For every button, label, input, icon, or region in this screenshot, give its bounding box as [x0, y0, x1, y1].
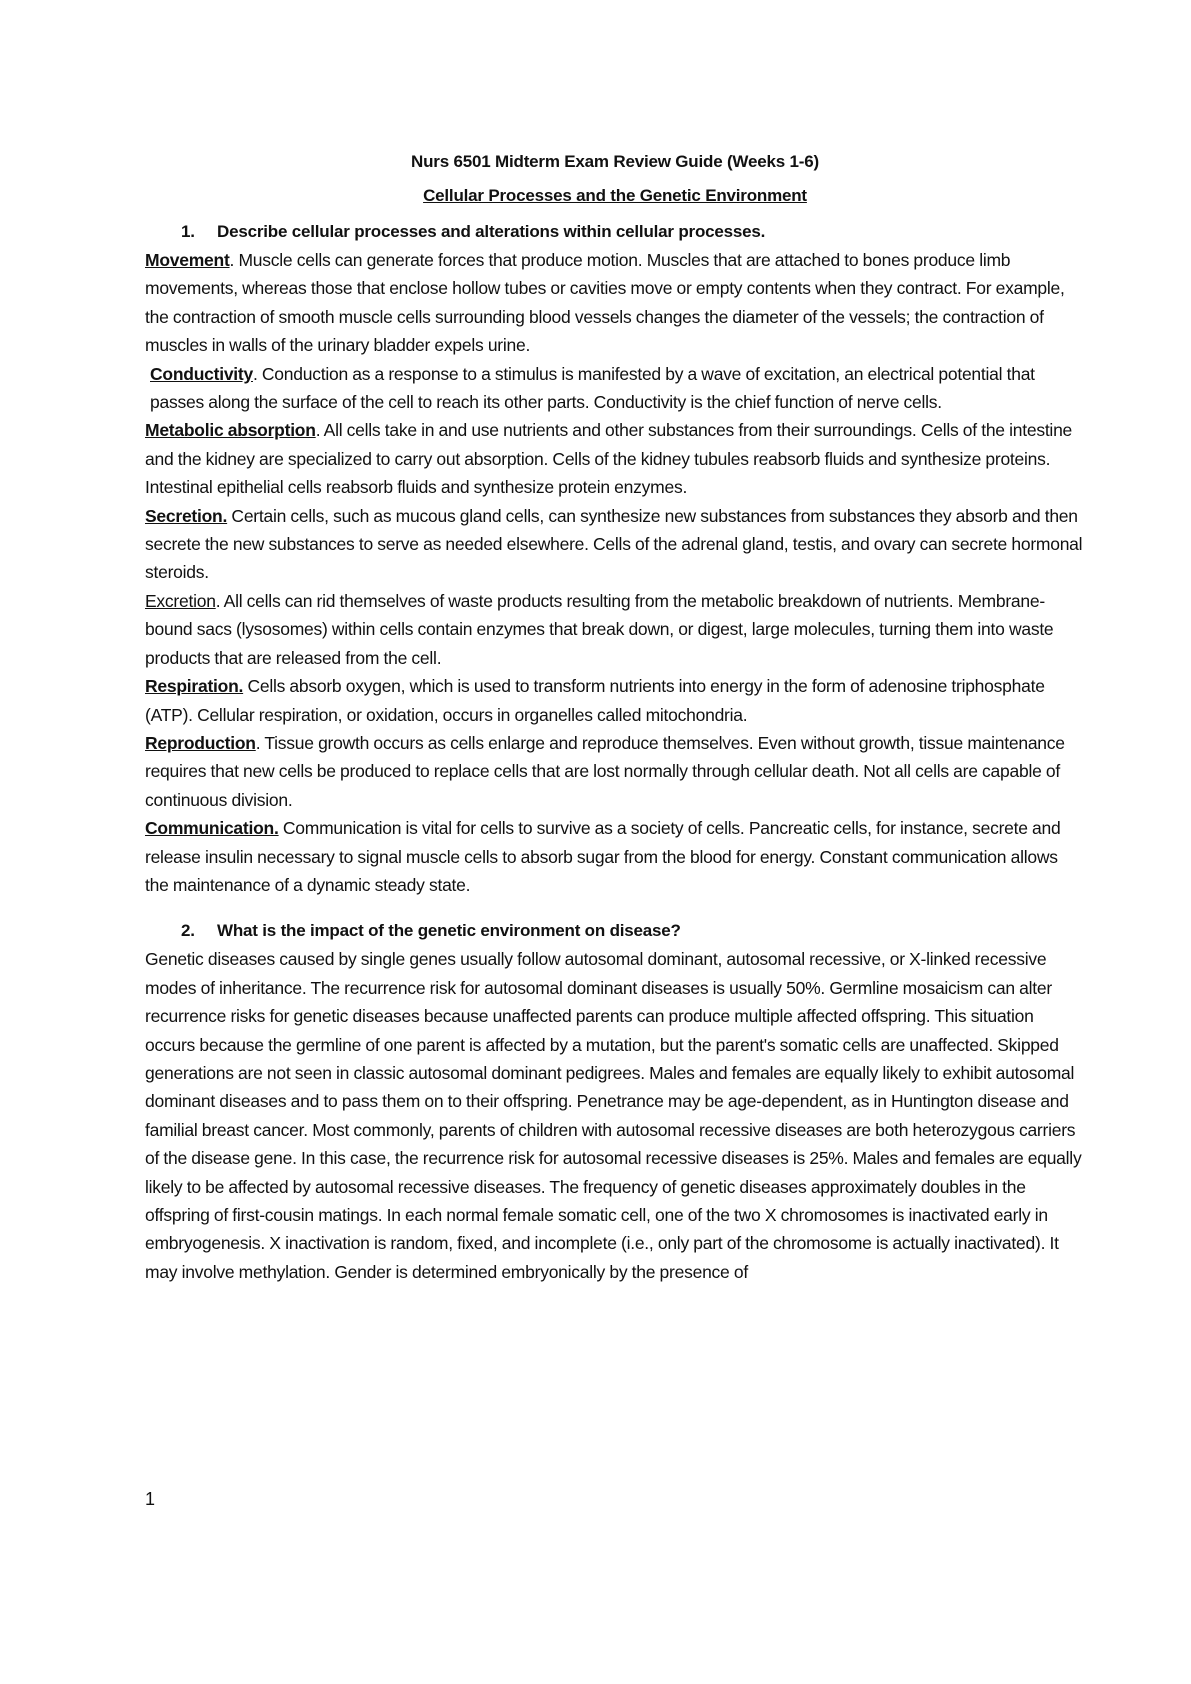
term-excretion-punct: . — [215, 590, 221, 611]
term-communication: Communication. — [145, 818, 279, 839]
term-conductivity-punct: . — [252, 363, 258, 384]
term-excretion: Excretion — [145, 590, 216, 611]
process-excretion — [145, 587, 1085, 672]
question-2-text: What is the impact of the genetic environment on disease? — [217, 921, 681, 941]
process-communication — [145, 814, 1085, 899]
term-metabolic-absorption-punct: . — [315, 420, 321, 441]
process-communication-text: Communication is vital for cells to survive as a society of cells. Pancreatic cells, for instance, secrete and release insulin necessary to signal muscle cells to absorb sugar from the blood for energy. Constant communication allows the maintenance of a dynamic steady state. — [145, 818, 1061, 895]
document-title: Nurs 6501 Midterm Exam Review Guide (Weeks 1-6) — [411, 152, 819, 171]
process-secretion-text: Certain cells, such as mucous gland cells, can synthesize new substances from substances they absorb and then secrete the new substances to serve as needed elsewhere. Cells of the adrenal gland, testis, and ovary can secrete hormonal steroids. — [145, 505, 1083, 583]
process-reproduction-text: Tissue growth occurs as cells enlarge and reproduce themselves. Even without growth, tissue maintenance requires that new cells be produced to replace cells that are lost normally through cellular death. Not all cells are capable of continuous division. — [145, 732, 1065, 810]
document-subtitle: Cellular Processes and the Genetic Environment — [423, 186, 807, 205]
document-content — [145, 148, 1085, 1286]
question-1-heading — [145, 218, 1085, 246]
process-excretion-text: All cells can rid themselves of waste products resulting from the metabolic breakdown of nutrients. Membrane-bound sacs (lysosomes) within cells contain enzymes that break down, or digest, large molecules, turning them into waste products that are released from the cell. — [145, 590, 1054, 668]
process-secretion — [145, 502, 1085, 587]
process-reproduction — [145, 729, 1085, 814]
process-respiration-text: Cells absorb oxygen, which is used to transform nutrients into energy in the form of adenosine triphosphate (ATP). Cellular respiration, or oxidation, occurs in organelles called mitochondria. — [145, 676, 1045, 725]
question-2-heading — [145, 917, 1085, 945]
page-number: 1 — [145, 1489, 156, 1509]
question-1-text: Describe cellular processes and alterations within cellular processes. — [217, 222, 766, 241]
process-respiration — [145, 672, 1085, 729]
term-reproduction: Reproduction — [145, 732, 256, 753]
process-movement — [145, 246, 1085, 360]
genetic-environment-paragraph: Genetic diseases caused by single genes usually follow autosomal dominant, autosomal recessive, or X-linked recessive modes of inheritance. The recurrence risk for autosomal dominant diseases is usually 50%. Germline mosaicism can alter recurrence risks for genetic diseases because unaffected parents can produce multiple affected offspring. This situation occurs because the germline of one parent is affected by a mutation, but the parent's somatic cells are unaffected. Skipped generations are not seen in classic autosomal dominant pedigrees. Males and females are equally likely to exhibit autosomal dominant diseases and to pass them on to their offspring. Penetrance may be age-dependent, as in Huntington disease and familial breast cancer. Most commonly, parents of children with autosomal recessive diseases are both heterozygous carriers of the disease gene. In this case, the recurrence risk for autosomal recessive diseases is 25%. Males and females are equally likely to be affected by autosomal recessive diseases. The frequency of genetic diseases approximately doubles in the offspring of first-cousin matings. In each normal female somatic cell, one of the two X chromosomes is inactivated early in embryogenesis. X inactivation is random, fixed, and incomplete (i.e., only part of the chromosome is actually inactivated). It may involve methylation. Gender is determined embryonically by the presence of — [145, 949, 1082, 1282]
question-1-number: 1. — [181, 222, 195, 241]
question-2-number: 2. — [181, 921, 195, 941]
term-reproduction-punct: . — [255, 732, 261, 753]
term-metabolic-absorption: Metabolic absorption — [145, 420, 316, 441]
term-movement: Movement — [145, 250, 230, 270]
term-respiration: Respiration. — [145, 676, 244, 697]
process-conductivity — [145, 360, 1085, 417]
process-metabolic-absorption-text: All cells take in and use nutrients and other substances from their surroundings. Cells of the intestine and the kidney are specialized to carry out absorption. Cells of the kidney tubules reabsorb fluids and synthesize proteins. Intestinal epithelial cells reabsorb fluids and synthesize protein enzymes. — [145, 420, 1073, 498]
term-secretion: Secretion. — [145, 505, 228, 526]
process-conductivity-text: Conduction as a response to a stimulus is manifested by a wave of excitation, an electrical potential that passes along the surface of the cell to reach its other parts. Conductivity is the chief function of nerve cells. — [150, 363, 1035, 413]
process-metabolic-absorption — [145, 416, 1085, 501]
term-conductivity: Conductivity — [150, 363, 253, 384]
section-gap — [145, 899, 1085, 917]
process-movement-text: Muscle cells can generate forces that produce motion. Muscles that are attached to bones produce limb movements, whereas those that enclose hollow tubes or cavities move or empty contents when they contract. For example, the contraction of smooth muscle cells surrounding blood vessels changes the diameter of the vessels; the contraction of muscles in walls of the urinary bladder expels urine. — [145, 250, 1065, 356]
term-movement-punct: . — [229, 250, 235, 270]
